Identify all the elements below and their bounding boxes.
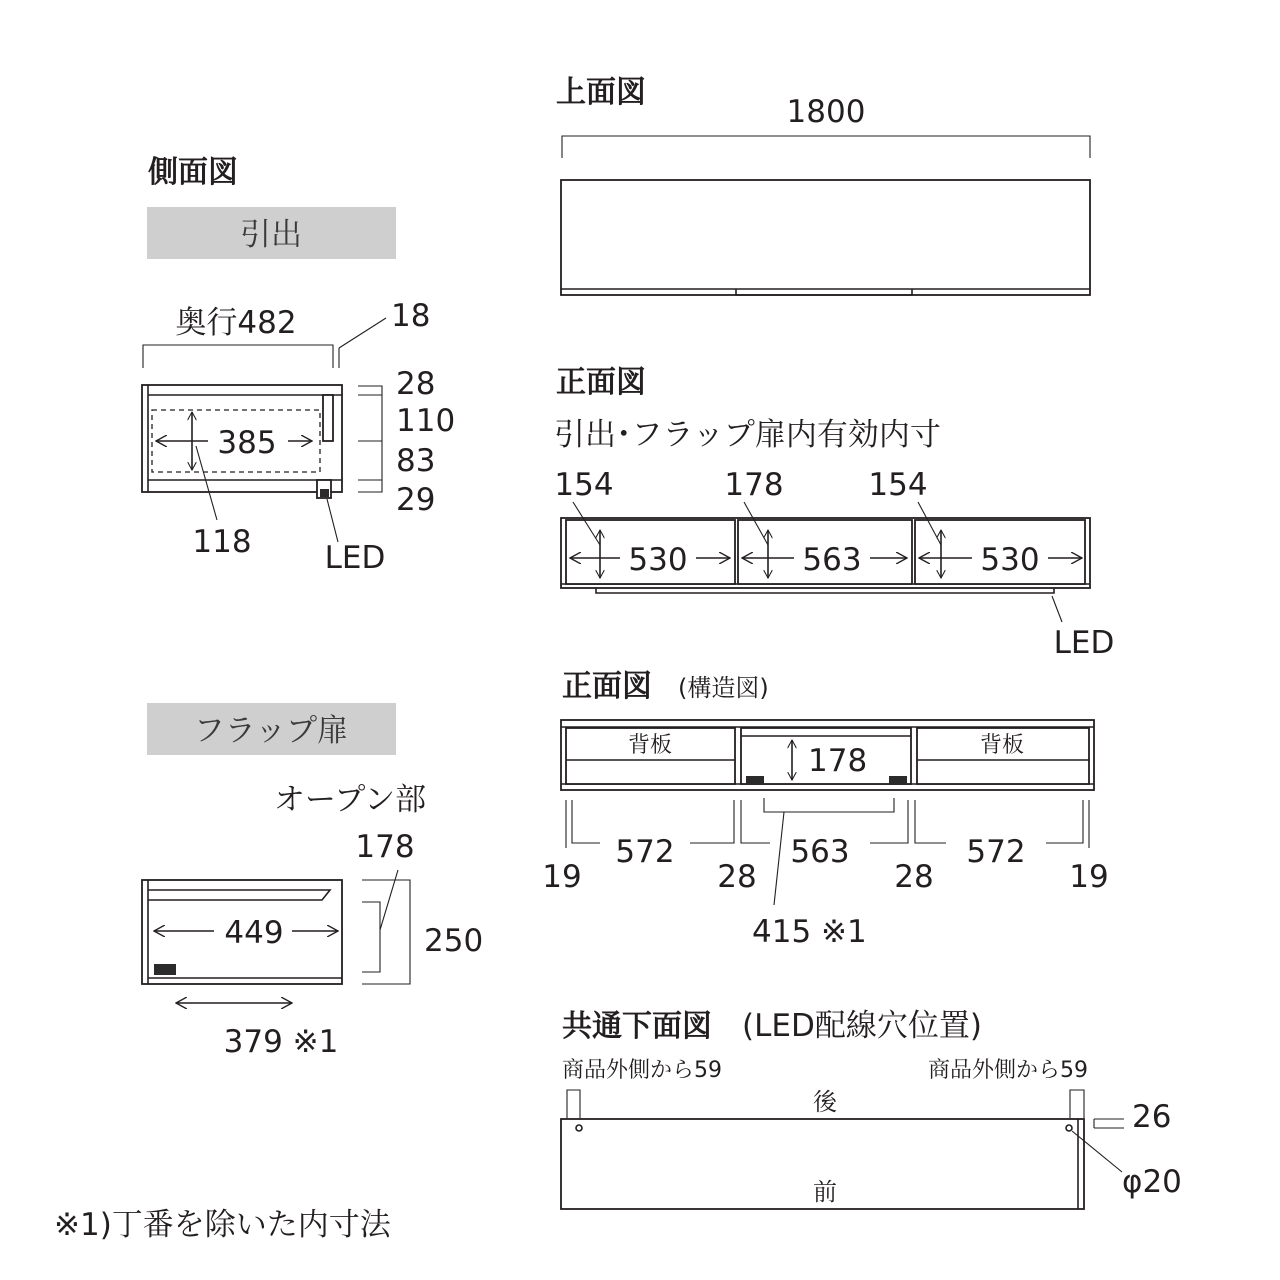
height-ticks [358, 386, 382, 492]
open-label: オープン部 [273, 782, 427, 818]
front-h-mid: 178 [724, 467, 784, 503]
struct-mid-h-label: 178 [808, 743, 868, 779]
top-width-bracket [562, 136, 1090, 158]
structure-section [542, 669, 1108, 950]
flap-bottom-label: 379 ※1 [223, 1024, 339, 1060]
depth-label: 奥行482 [175, 305, 297, 341]
struct-w-right: 572 [966, 834, 1026, 870]
drawer-section [142, 207, 455, 576]
struct-d415: 415 ※1 [752, 914, 867, 950]
flap-hinge-block [154, 964, 176, 975]
footnote: ※1)丁番を除いた内寸法 [54, 1207, 391, 1243]
top-view-heading: 上面図 [556, 75, 646, 110]
front-w-left: 530 [628, 542, 688, 578]
flap-d178-label: 178 [355, 829, 415, 865]
struct-w-mid: 563 [790, 834, 850, 870]
struct-t28-right: 28 [894, 859, 934, 895]
struct-t19-left: 19 [542, 859, 582, 895]
flap-section [142, 703, 483, 1060]
drawer-tag: 引出 [240, 217, 302, 253]
d18-label: 18 [391, 298, 431, 334]
h83-label: 83 [396, 443, 436, 479]
h250-label: 250 [424, 923, 484, 959]
struct-t19-right: 19 [1069, 859, 1109, 895]
front-caption: 引出･フラップ扉内有効内寸 [554, 417, 941, 453]
struct-subheading: (構造図) [678, 674, 769, 702]
hole-label: φ20 [1122, 1164, 1182, 1200]
led-label: LED [324, 540, 386, 576]
depth-bracket [143, 345, 333, 368]
inner-width-label: 385 [217, 425, 277, 461]
bottom-heading: 共通下面図 [562, 1009, 712, 1044]
front-w-right: 530 [980, 542, 1040, 578]
d18-leader [339, 318, 386, 368]
flap-height-bracket [362, 880, 410, 984]
led-leader [327, 499, 338, 542]
flap-d178-leader [380, 870, 398, 930]
flap-open-bracket [362, 902, 380, 972]
front-view-section [554, 365, 1114, 661]
note-left: 商品外側から59 [562, 1058, 722, 1083]
top-width-label: 1800 [786, 94, 866, 130]
front-view-heading: 正面図 [556, 365, 646, 400]
top-body [561, 180, 1090, 295]
front-h-right: 154 [868, 467, 928, 503]
h29-label: 29 [396, 482, 436, 518]
back-right-label: 背板 [979, 733, 1025, 758]
back-label: 後 [813, 1088, 837, 1116]
flap-tag: フラップ扉 [193, 713, 349, 749]
front-label: 前 [813, 1178, 837, 1206]
back-left-label: 背板 [627, 733, 673, 758]
bottom-view-section [561, 1008, 1182, 1209]
h28-label: 28 [396, 366, 436, 402]
d118-label: 118 [192, 524, 252, 560]
note-right-bracket [1070, 1090, 1084, 1118]
struct-w-left: 572 [615, 834, 675, 870]
front-led-leader [1052, 596, 1062, 622]
front-handle [323, 395, 333, 441]
front-led-label: LED [1053, 625, 1115, 661]
struct-t28-left: 28 [717, 859, 757, 895]
flap-inner-label: 449 [224, 915, 284, 951]
front-h-left: 154 [554, 467, 614, 503]
led-block [320, 489, 329, 497]
struct-415-bracket [764, 798, 894, 812]
note-right: 商品外側から59 [928, 1058, 1088, 1083]
struct-hinge-left [746, 776, 764, 784]
d26-ticks [1094, 1119, 1124, 1128]
bottom-subheading: (LED配線穴位置) [742, 1008, 982, 1044]
side-view-heading: 側面図 [148, 155, 238, 190]
top-view-section [556, 75, 1090, 295]
struct-hinge-right [889, 776, 907, 784]
note-left-bracket [567, 1090, 580, 1118]
struct-415-leader [774, 812, 784, 905]
d26-label: 26 [1132, 1099, 1172, 1135]
front-w-mid: 563 [802, 542, 862, 578]
h110-label: 110 [396, 403, 456, 439]
struct-heading: 正面図 [562, 669, 652, 704]
